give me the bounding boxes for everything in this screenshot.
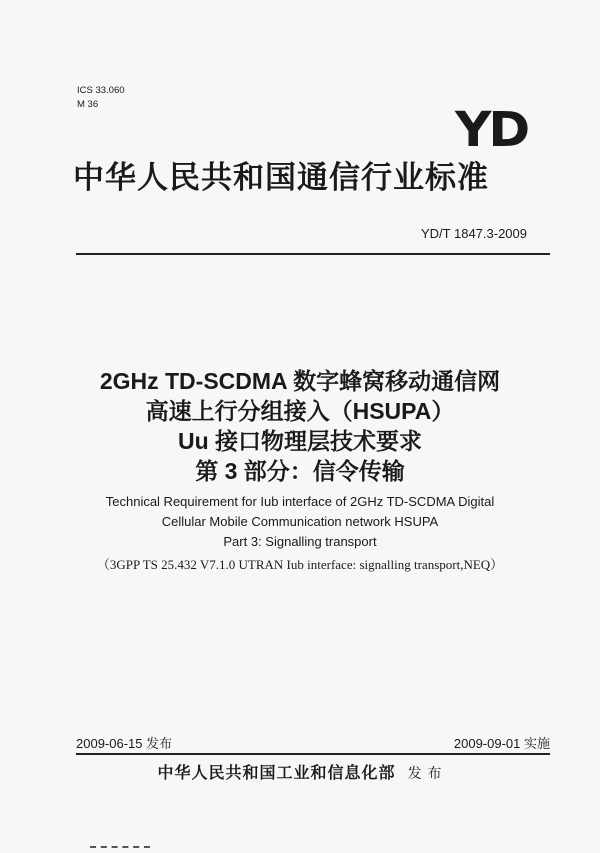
publisher-name: 中华人民共和国工业和信息化部 xyxy=(157,765,396,782)
zh-title-line-4: 第 3 部分：信令传输 xyxy=(195,458,405,484)
publisher-line xyxy=(0,760,600,783)
top-divider xyxy=(76,253,550,255)
en-title-line-1: Technical Requirement for Iub interface of 2GHz TD-SCDMA Digital xyxy=(105,494,495,509)
zh-title-line-3: Uu 接口物理层技术要求 xyxy=(177,428,423,454)
en-title-line-2: Cellular Mobile Communication network HSUPA xyxy=(161,514,439,529)
standard-number: YD/T 1847.3-2009 xyxy=(421,226,527,241)
reference-note: （3GPP TS 25.432 V7.1.0 UTRAN Iub interface: signalling transport,NEQ） xyxy=(96,557,504,572)
bottom-divider xyxy=(76,753,550,755)
publisher-suffix: 发 布 xyxy=(407,765,443,781)
bottom-edge-mark xyxy=(90,846,150,851)
organization-title: 中华人民共和国通信行业标准 xyxy=(73,160,489,195)
ics-code: ICS 33.060 xyxy=(77,85,125,96)
classification-codes xyxy=(77,84,125,112)
ccs-code: M 36 xyxy=(77,99,99,110)
zh-title-line-2: 高速上行分组接入（HSUPA） xyxy=(145,398,455,424)
en-title-line-3: Part 3: Signalling transport xyxy=(223,534,377,549)
yd-logo: YD xyxy=(455,102,528,158)
zh-title-line-1: 2GHz TD-SCDMA 数字蜂窝移动通信网 xyxy=(99,368,501,394)
issue-date: 2009-06-15 发布 xyxy=(76,736,173,751)
implementation-date: 2009-09-01 实施 xyxy=(453,736,550,751)
